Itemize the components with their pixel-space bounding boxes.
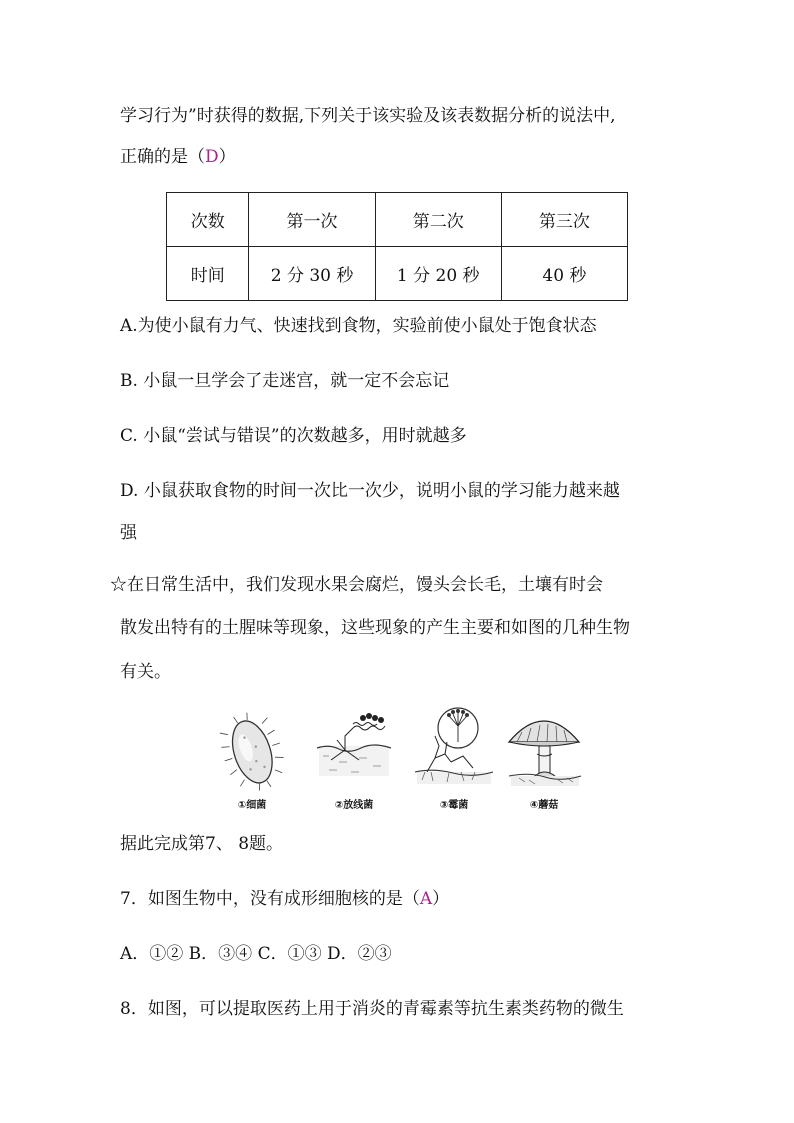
figure-actinomycete [309,706,399,816]
caption-bacteria: ①细菌 [237,800,267,811]
table-cell: 第三次 [501,193,627,247]
question-intro-line2 [120,145,236,169]
stem-close: ） [218,147,236,167]
question-7-options: A．①② B．③④ C．①③ D．②③ [120,944,392,964]
question-intro-line1: 学习行为”时获得的数据,下列关于该实验及该表数据分析的说法中, [120,106,616,126]
answer-q6: D [205,147,219,167]
table-row [167,247,628,301]
question-7-stem: 7．如图生物中，没有成形细胞核的是（ [120,889,420,909]
option-d-line2: 强 [120,523,137,543]
data-table [166,192,628,301]
stem-text: 正确的是（ [120,147,205,167]
option-d-line1: D. 小鼠获取食物的时间一次比一次少，说明小鼠的学习能力越来越 [120,481,620,501]
option-b: B. 小鼠一旦学会了走迷宫，就一定不会忘记 [120,371,450,391]
question-8-line1: 8．如图，可以提取医药上用于消炎的青霉素等抗生素类药物的微生 [120,999,624,1019]
table-cell: 40 秒 [501,247,627,301]
figure-mold [409,706,499,816]
caption-actinomycete: ②放线菌 [334,800,374,811]
option-c: C. 小鼠“尝试与错误”的次数越多，用时就越多 [120,426,467,446]
answer-q7: A [419,889,433,909]
table-cell: 第一次 [249,193,375,247]
figure-mushroom [499,706,589,816]
instruction: 据此完成第7、 8题。 [120,834,284,854]
mushroom-illustration [499,706,589,792]
passage-line2: 散发出特有的土腥味等现象，这些现象的产生主要和如图的几种生物 [120,618,630,638]
table-cell: 第二次 [375,193,501,247]
caption-mushroom: ④蘑菇 [529,800,559,811]
table-cell: 2 分 30 秒 [249,247,375,301]
figure-bacteria [207,706,297,816]
passage-line3: 有关。 [120,662,171,682]
table-cell: 时间 [167,247,249,301]
mold-illustration [409,706,499,792]
actinomycete-illustration [309,706,399,792]
table-cell: 1 分 20 秒 [375,247,501,301]
passage-line1: ☆在日常生活中，我们发现水果会腐烂，馒头会长毛，土壤有时会 [110,575,603,595]
option-a: A.为使小鼠有力气、快速找到食物，实验前使小鼠处于饱食状态 [120,316,597,336]
bacteria-illustration [207,706,297,792]
caption-mold: ③霉菌 [439,800,469,811]
table-header-row [167,193,628,247]
table-cell: 次数 [167,193,249,247]
question-7 [120,887,449,911]
question-7-close: ） [432,889,450,909]
